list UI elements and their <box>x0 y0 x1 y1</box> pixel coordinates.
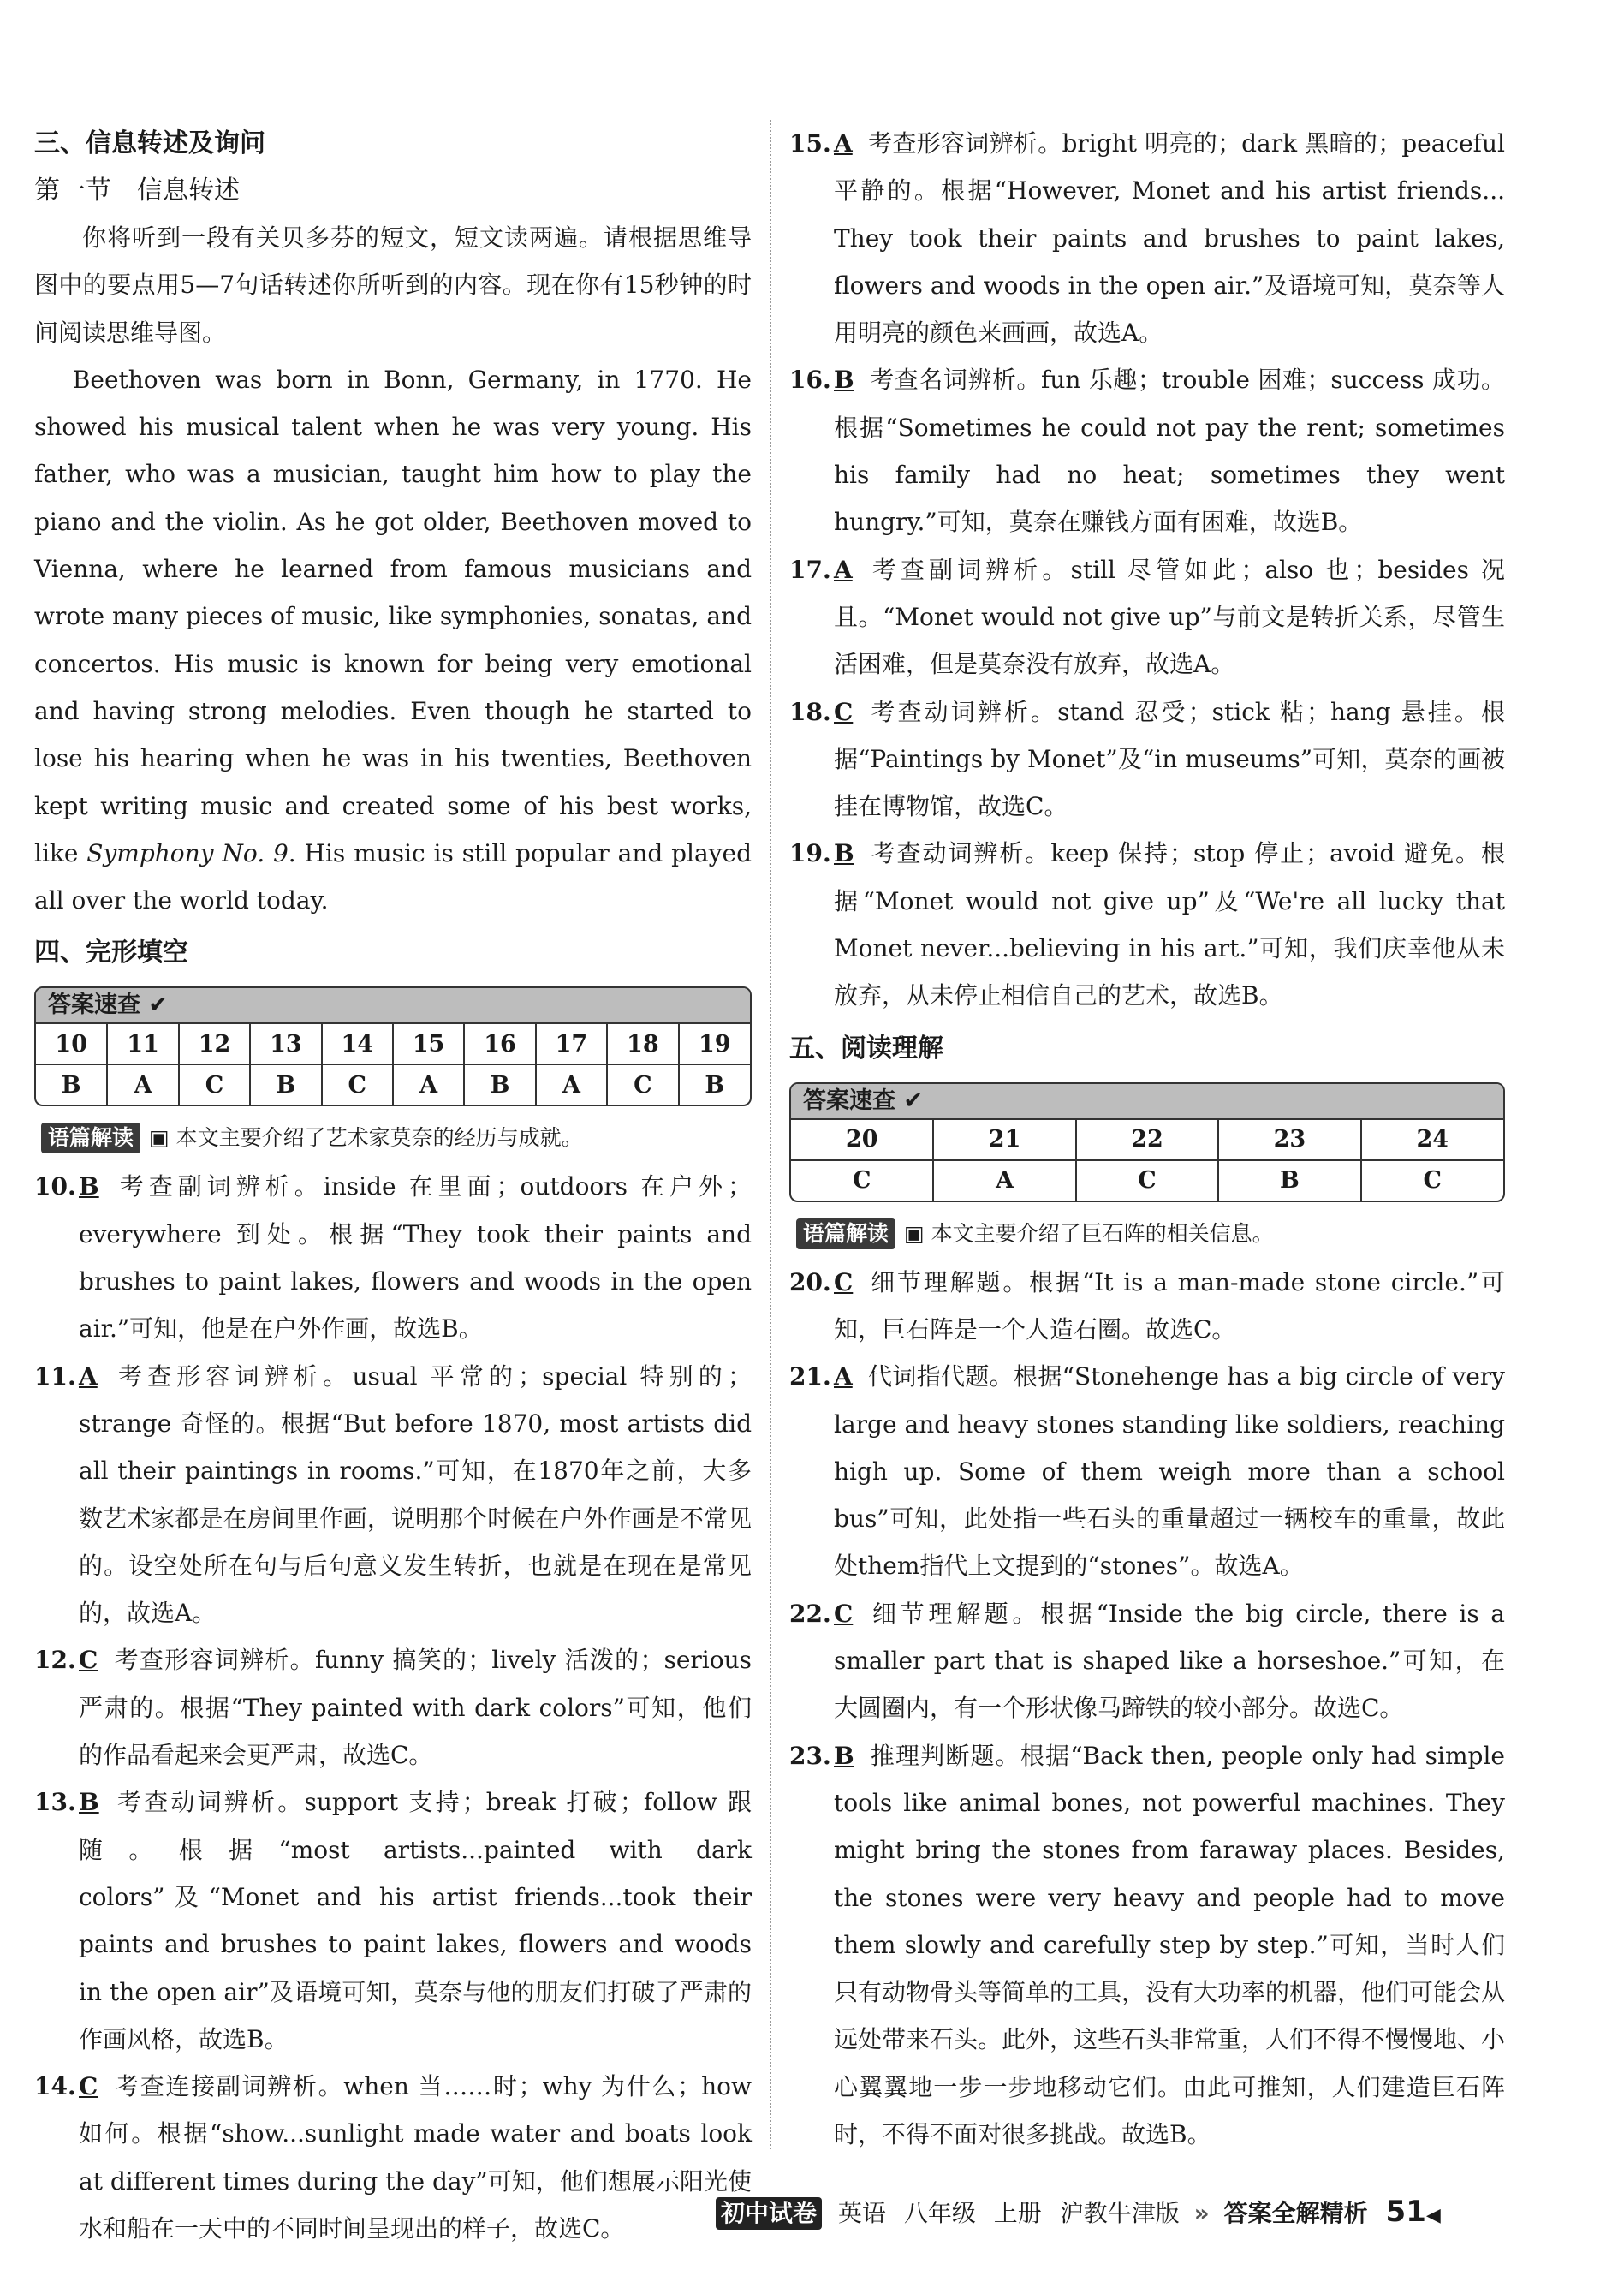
answer-letter: A <box>834 555 853 584</box>
explanation-item <box>789 356 1505 545</box>
explanation-text: 考查形容词辨析。usual 平常的；special 特别的；strange 奇怪的。根据“But before 1870, most artists did all their paintings in rooms.”可知，在1870年之前，大多数艺术家都是在房间里作画，说明那个时候在户外作画是不常见的。设空处所在句与后句意义发生转折，也就是在现在是常见的，故选A。 <box>79 1361 752 1628</box>
question-number: 10. <box>34 1172 76 1201</box>
question-number: 14. <box>34 2072 76 2101</box>
question-number: 17. <box>789 555 831 584</box>
explanation-item <box>34 1163 752 1352</box>
answer-key-answer: B <box>250 1064 321 1105</box>
explanation-text: 细节理解题。根据“Inside the big circle, there is a smaller part that is shaped like a horseshoe.”可知，在大圆圈内，有一个形状像马蹄铁的较小部分。故选C。 <box>834 1599 1505 1723</box>
answer-letter: B <box>79 1788 99 1817</box>
answer-key-number: 10 <box>36 1024 107 1064</box>
answer-key-number: 15 <box>393 1024 464 1064</box>
question-number: 19. <box>789 839 831 868</box>
footer-grade: 八年级 <box>903 2199 976 2227</box>
answer-letter: A <box>79 1361 98 1391</box>
reading-explanations <box>789 1259 1505 2159</box>
explanation-item <box>789 1353 1505 1589</box>
passage-summary <box>41 1118 752 1158</box>
footer-label: 答案全解精析 <box>1223 2199 1368 2227</box>
question-number: 11. <box>34 1361 76 1391</box>
footer-term: 上册 <box>993 2199 1042 2227</box>
answer-key-table <box>36 1024 750 1105</box>
answer-key-answer: C <box>322 1064 393 1105</box>
explanation-text: 考查动词辨析。support 支持；break 打破；follow 跟随。根据“most artists...painted with dark colors”及“Monet and his artist friends...took their paints and brushes to paint lakes, flowers and woods in the open air”及语境可知，莫奈与他的朋友们打破了严肃的作画风格，故选B。 <box>79 1788 752 2053</box>
answer-letter: C <box>79 1646 98 1675</box>
answer-key-title: 答案速查 ✔ <box>791 1084 1503 1120</box>
answer-key-number: 16 <box>464 1024 535 1064</box>
column-divider <box>770 120 771 2149</box>
passage-summary-tag: 语篇解读 <box>41 1123 140 1153</box>
answer-key-answer: B <box>464 1064 535 1105</box>
right-column <box>789 120 1505 2158</box>
answer-key-answer: B <box>36 1064 107 1105</box>
explanation-item <box>789 1259 1505 1354</box>
answer-key-answer: A <box>933 1160 1075 1201</box>
answer-key-number: 19 <box>679 1024 750 1064</box>
answer-key-answer: B <box>1218 1160 1360 1201</box>
answer-letter: C <box>834 1267 854 1296</box>
explanation-text: 考查形容词辨析。funny 搞笑的；lively 活泼的；serious 严肃的。根据“They painted with dark colors”可知，他们的作品看起来会更严肃，故选C。 <box>79 1646 752 1770</box>
book-icon: ▣ <box>904 1220 925 1246</box>
answer-key-answer: A <box>393 1064 464 1105</box>
answer-key-number: 12 <box>179 1024 250 1064</box>
answer-key-number: 24 <box>1361 1120 1503 1160</box>
page-footer <box>716 2190 1441 2233</box>
answer-letter: C <box>834 1599 854 1628</box>
answer-key-table <box>791 1120 1503 1201</box>
question-number: 12. <box>34 1646 76 1675</box>
explanation-item <box>789 1732 1505 2159</box>
answer-key-answer: C <box>1423 1167 1443 1195</box>
answer-key-number: 18 <box>607 1024 678 1064</box>
explanation-text: 考查动词辨析。stand 忍受；stick 粘；hang 悬挂。根据“Paintings by Monet”及“in museums”可知，莫奈的画被挂在博物馆，故选C。 <box>834 697 1505 821</box>
answer-key-answer: A <box>107 1064 178 1105</box>
footer-arrows: » <box>1193 2199 1210 2227</box>
answer-letter: C <box>834 697 854 726</box>
explanation-text: 考查副词辨析。inside 在里面；outdoors 在户外；everywhere 到处。根据“They took their paints and brushes to paint lakes, flowers and woods in the open air.”可知，他是在户外作画，故选B。 <box>79 1172 752 1344</box>
triangle-left-icon: ◀ <box>1425 2205 1441 2226</box>
answer-key-box-reading <box>789 1082 1505 1202</box>
question-number: 20. <box>789 1267 831 1296</box>
question-number: 16. <box>789 366 831 395</box>
passage-summary-tag: 语篇解读 <box>796 1218 895 1249</box>
cloze-explanations-continued <box>789 120 1505 1020</box>
answer-key-title: 答案速查 ✔ <box>36 988 750 1024</box>
explanation-text: 代词指代题。根据“Stonehenge has a big circle of very large and heavy stones standing like soldiers, reaching high up. Some of them weigh more than a school bus”可知，此处指一些石头的重量超过一辆校车的重量，故此处them指代上文提到的“stones”。故选A。 <box>834 1362 1505 1581</box>
section-3-title: 三、信息转述及询问 <box>34 128 265 158</box>
answer-key-answer: C <box>1076 1160 1218 1201</box>
answer-key-number: 14 <box>322 1024 393 1064</box>
answer-key-number: 13 <box>250 1024 321 1064</box>
beethoven-passage <box>34 356 752 925</box>
passage-summary-text: 本文主要介绍了巨石阵的相关信息。 <box>931 1220 1274 1246</box>
explanation-text: 考查名词辨析。fun 乐趣；trouble 困难；success 成功。根据“Sometimes he could not pay the rent; sometimes his family had no heat; sometimes they went hungry.”可知，莫奈在赚钱方面有困难，故选B。 <box>834 366 1505 537</box>
passage-part-a: Beethoven was born in Bonn, Germany, in 1770. He showed his musical talent when he was very young. His father, who was a musician, taught him how to play the piano and the violin. As he got older, Beethoven moved to Vienna, where he learned from famous musicians and wrote many pieces of music, like symphonies, sonatas, and concertos. His music is known for being very emotional and having strong melodies. Even though he started to lose his hearing when he was in his twenties, Beethoven kept writing music and created some of his best works, like <box>34 365 752 867</box>
answer-key-box-cloze <box>34 986 752 1106</box>
section-4-title: 四、完形填空 <box>34 938 188 968</box>
explanation-item <box>34 2063 752 2252</box>
explanation-text: 考查形容词辨析。bright 明亮的；dark 黑暗的；peaceful 平静的。根据“However, Monet and his artist friends... They took their paints and brushes to paint lakes, flowers and woods in the open air.”及语境可知，莫奈等人用明亮的颜色来画画，故选A。 <box>834 129 1505 348</box>
explanation-item <box>789 546 1505 688</box>
passage-italic-title: Symphony No. 9 <box>86 838 289 867</box>
footer-edition: 沪教牛津版 <box>1059 2199 1180 2227</box>
answer-key-answer: C <box>607 1064 678 1105</box>
question-number: 13. <box>34 1788 76 1817</box>
answer-key-number: 17 <box>536 1024 607 1064</box>
book-icon: ▣ <box>149 1125 170 1151</box>
pen-check-icon: ✔ <box>895 1087 924 1114</box>
answer-key-answer: A <box>536 1064 607 1105</box>
answer-letter: B <box>834 366 854 395</box>
explanation-text: 考查副词辨析。still 尽管如此；also 也；besides 况且。“Monet would not give up”与前文是转折关系，尽管生活困难，但是莫奈没有放弃，故选A。 <box>834 555 1505 679</box>
answer-key-number: 22 <box>1076 1120 1218 1160</box>
answer-letter: A <box>834 129 853 158</box>
answer-key-answer: C <box>179 1064 250 1105</box>
explanation-item <box>34 1353 752 1637</box>
answer-key-number: 21 <box>933 1120 1075 1160</box>
explanation-item <box>34 1778 752 2063</box>
explanation-text: 细节理解题。根据“It is a man-made stone circle.”可知，巨石阵是一个人造石圈。故选C。 <box>834 1267 1505 1344</box>
answer-letter: B <box>79 1172 99 1201</box>
page-number: 51 <box>1385 2195 1426 2229</box>
explanation-text: 考查动词辨析。keep 保持；stop 停止；avoid 避免。根据“Monet would not give up”及“We're all lucky that Monet never...believing in his art.”可知，我们庆幸他从未放弃，从未停止相信自己的艺术，故选B。 <box>834 839 1505 1010</box>
answer-letter: C <box>79 2072 98 2101</box>
passage-summary-text: 本文主要介绍了艺术家莫奈的经历与成就。 <box>175 1125 583 1151</box>
section-5-title: 五、阅读理解 <box>789 1033 943 1064</box>
answer-key-answer: B <box>705 1071 725 1099</box>
answer-key-number: 23 <box>1218 1120 1360 1160</box>
left-column <box>34 120 752 2252</box>
footer-subject: 英语 <box>837 2199 886 2227</box>
explanation-item <box>789 688 1505 831</box>
footer-brand: 初中试卷 <box>716 2197 822 2230</box>
explanation-item <box>789 120 1505 356</box>
cloze-explanations <box>34 1163 752 2252</box>
explanation-text: 考查连接副词辨析。when 当……时；why 为什么；how 如何。根据“show...sunlight made water and boats look at different times during the day”可知，他们想展示阳光使水和船在一天中的不同时间呈现出的样子，故选C。 <box>79 2072 752 2243</box>
answer-letter: B <box>834 1741 854 1770</box>
answer-letter: A <box>834 1362 853 1391</box>
explanation-item <box>34 1636 752 1778</box>
section-3-subtitle: 第一节 信息转述 <box>34 176 240 206</box>
answer-letter: B <box>834 839 854 868</box>
question-number: 21. <box>789 1362 831 1391</box>
question-number: 18. <box>789 697 831 726</box>
answer-key-number: 20 <box>791 1120 933 1160</box>
passage-summary <box>796 1214 1505 1254</box>
answer-key-answer: C <box>791 1160 933 1201</box>
explanation-item <box>789 830 1505 1019</box>
explanation-text: 推理判断题。根据“Back then, people only had simple tools like animal bones, not powerful machines. They might bring the stones from faraway places. Besides, the stones were very heavy and people had to move them slowly and carefully step by step.”可知，当时人们只有动物骨头等简单的工具，没有大功率的机器，他们可能会从远处带来石头。此外，这些石头非常重，人们不得不慢慢地、小心翼翼地一步一步地移动它们。由此可推知，人们建造巨石阵时，不得不面对很多挑战。故选B。 <box>834 1741 1506 2148</box>
passage-part-b: . His music is still popular and played all over the world today. <box>34 838 752 915</box>
question-number: 22. <box>789 1599 831 1628</box>
explanation-item <box>789 1590 1505 1732</box>
question-number: 15. <box>789 129 831 158</box>
pen-check-icon: ✔ <box>140 992 169 1019</box>
answer-key-number: 11 <box>107 1024 178 1064</box>
question-number: 23. <box>789 1741 831 1770</box>
section-3-instructions: 你将听到一段有关贝多芬的短文，短文读两遍。请根据思维导图中的要点用5—7句话转述你所听到的内容。现在你有15秒钟的时间阅读思维导图。 <box>34 223 752 347</box>
